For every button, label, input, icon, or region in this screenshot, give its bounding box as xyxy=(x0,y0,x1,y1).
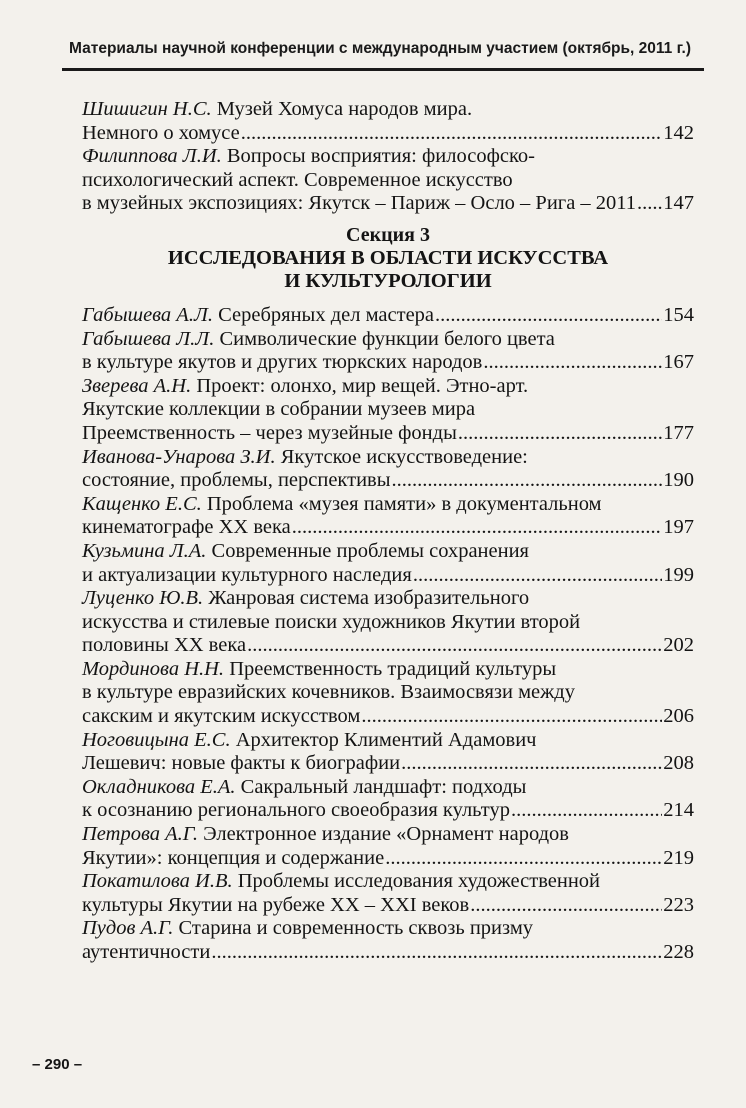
toc-entry-line xyxy=(82,847,694,871)
toc-author: Шишигин Н.С. xyxy=(82,98,212,120)
toc-entry xyxy=(82,658,694,729)
toc-entry-line xyxy=(82,375,694,399)
header-rule xyxy=(62,68,704,71)
toc-author: Покатилова И.В. xyxy=(82,870,233,893)
running-header: Материалы научной конференции с международным участием (октябрь, 2011 г.) xyxy=(69,40,691,57)
dot-leader xyxy=(637,192,662,216)
toc-entry-line xyxy=(82,634,694,658)
toc-author: Окладникова Е.А. xyxy=(82,775,236,798)
toc-title-text: кинематографе XX века xyxy=(82,516,291,539)
dot-leader xyxy=(483,351,662,375)
toc-entry-line xyxy=(82,122,694,146)
toc-entry xyxy=(82,729,694,776)
toc-title-text: сакским и якутским искусством xyxy=(82,705,361,728)
toc-entry-line xyxy=(82,304,694,328)
toc-page-number: 202 xyxy=(663,634,694,657)
toc-entry-line xyxy=(82,917,694,941)
toc-page-number: 208 xyxy=(663,752,694,775)
toc-entry-line xyxy=(82,145,694,169)
toc-title-text: в культуре евразийских кочевников. Взаимосвязи между xyxy=(82,681,575,704)
toc-title-text: Немного о хомусе xyxy=(82,121,240,144)
toc-entry-line xyxy=(82,516,694,540)
toc-entry-line xyxy=(82,941,694,965)
toc-author: Мординова Н.Н. xyxy=(82,657,225,680)
section-number: Секция 3 xyxy=(346,223,430,246)
toc-entry-line xyxy=(82,705,694,729)
toc-title-text: в музейных экспозициях: Якутск – Париж – Осло – Рига – 2011 xyxy=(82,192,637,215)
toc-page-number: 190 xyxy=(663,469,694,492)
toc-title-text: Якутии»: концепция и содержание xyxy=(82,846,385,869)
toc-entry xyxy=(82,540,694,587)
toc-author: Кащенко Е.С. xyxy=(82,492,202,515)
dot-leader xyxy=(470,894,662,918)
toc-entry xyxy=(82,823,694,870)
dot-leader xyxy=(361,705,662,729)
dot-leader xyxy=(511,799,662,823)
toc-title-text: психологический аспект. Современное искусство xyxy=(82,168,513,191)
toc-entry-line xyxy=(82,469,694,493)
toc-title-text: Музей Хомуса народов мира. xyxy=(216,98,473,120)
toc-title-text: Лешевич: новые факты к биографии xyxy=(82,752,401,775)
dot-leader xyxy=(401,752,662,776)
toc-entry-line xyxy=(82,870,694,894)
toc-title-text: и актуализации культурного наследия xyxy=(82,563,412,586)
toc-entry-line xyxy=(82,328,694,352)
toc-title-text: Серебряных дел мастера xyxy=(218,303,435,326)
toc-entry-line xyxy=(82,587,694,611)
toc-title-text: половины XX века xyxy=(82,634,247,657)
toc-page-number: 177 xyxy=(663,421,694,444)
toc-entry xyxy=(82,870,694,917)
toc-entry-line xyxy=(82,799,694,823)
toc-entry xyxy=(82,493,694,540)
toc-author: Габышева Л.Л. xyxy=(82,327,215,350)
toc-title-text: Проект: олонхо, мир вещей. Этно-арт. xyxy=(196,374,529,397)
toc-author: Кузьмина Л.А. xyxy=(82,539,207,562)
toc-page-number: 147 xyxy=(663,192,694,215)
toc-entry-line xyxy=(82,611,694,635)
toc-entry-line xyxy=(82,752,694,776)
toc-title-text: Жанровая система изобразительного xyxy=(208,587,530,610)
toc-entry-line xyxy=(82,493,694,517)
toc-entry-line xyxy=(82,658,694,682)
toc-title-text: Сакральный ландшафт: подходы xyxy=(240,775,527,798)
toc-title-text: Преемственность традиций культуры xyxy=(229,657,557,680)
toc-entry xyxy=(82,776,694,823)
toc-author: Пудов А.Г. xyxy=(82,917,174,940)
toc-entry-line xyxy=(82,398,694,422)
toc-entry-line xyxy=(82,169,694,193)
toc-title-text: Проблема «музея памяти» в документальном xyxy=(206,492,602,515)
toc-author: Зверева А.Н. xyxy=(82,374,192,397)
toc-title-text: в культуре якутов и других тюркских народов xyxy=(82,351,483,374)
toc-title-text: культуры Якутии на рубеже XX – XXI веков xyxy=(82,893,470,916)
toc-author: Габышева А.Л. xyxy=(82,303,213,326)
dot-leader xyxy=(292,516,663,540)
toc-page-number: 223 xyxy=(663,893,694,916)
section-title-line: И КУЛЬТУРОЛОГИИ xyxy=(284,269,492,292)
dot-leader xyxy=(435,304,662,328)
toc-entry xyxy=(82,446,694,493)
toc-title-text: Архитектор Климентий Адамович xyxy=(235,728,537,751)
toc-entry-line xyxy=(82,564,694,588)
section-heading xyxy=(82,223,694,293)
dot-leader xyxy=(385,847,662,871)
toc-list-before-section xyxy=(82,98,694,216)
toc-page-number: 219 xyxy=(663,846,694,869)
toc-title-text: искусства и стилевые поиски художников Якутии второй xyxy=(82,610,581,633)
toc-page-number: 214 xyxy=(663,799,694,822)
toc-entry-line xyxy=(82,422,694,446)
toc-author: Ноговицына Е.С. xyxy=(82,728,231,751)
toc-entry xyxy=(82,304,694,328)
toc-entry xyxy=(82,98,694,145)
toc-page-number: 199 xyxy=(663,563,694,586)
dot-leader xyxy=(458,422,662,446)
toc-page-number: 154 xyxy=(663,303,694,326)
toc-title-text: Старина и современность сквозь призму xyxy=(178,917,534,940)
table-of-contents xyxy=(82,98,694,965)
toc-entry-line xyxy=(82,894,694,918)
toc-title-text: Символические функции белого цвета xyxy=(219,327,555,350)
toc-title-text: аутентичности xyxy=(82,941,211,963)
dot-leader xyxy=(247,634,662,658)
toc-page-number: 206 xyxy=(663,705,694,728)
toc-entry xyxy=(82,375,694,446)
dot-leader xyxy=(392,469,663,493)
toc-entry xyxy=(82,145,694,216)
toc-title-text: состояние, проблемы, перспективы xyxy=(82,469,391,492)
toc-title-text: Электронное издание «Орнамент народов xyxy=(203,823,569,846)
toc-title-text: к осознанию регионального своеобразия культур xyxy=(82,799,510,822)
toc-author: Петрова А.Г. xyxy=(82,823,198,846)
toc-entry-line xyxy=(82,776,694,800)
toc-entry xyxy=(82,587,694,658)
toc-entry-line xyxy=(82,192,694,216)
toc-page-number: 228 xyxy=(663,941,694,963)
toc-author: Филиппова Л.И. xyxy=(82,145,222,168)
toc-entry-line xyxy=(82,351,694,375)
toc-title-text: Проблемы исследования художественной xyxy=(237,870,601,893)
toc-title-text: Якутское искусствоведение: xyxy=(280,445,528,468)
page-number: – 290 – xyxy=(32,1056,83,1073)
toc-title-text: Преемственность – через музейные фонды xyxy=(82,421,457,444)
toc-title-text: Вопросы восприятия: философско- xyxy=(226,145,535,168)
toc-page-number: 142 xyxy=(663,121,694,144)
dot-leader xyxy=(413,564,662,588)
dot-leader xyxy=(211,941,662,965)
toc-author: Иванова-Унарова З.И. xyxy=(82,445,276,468)
toc-entry-line xyxy=(82,823,694,847)
toc-entry-line xyxy=(82,681,694,705)
toc-list-section xyxy=(82,304,694,965)
toc-author: Луценко Ю.В. xyxy=(82,587,204,610)
toc-page-number: 197 xyxy=(663,516,694,539)
section-title-line: ИССЛЕДОВАНИЯ В ОБЛАСТИ ИСКУССТВА xyxy=(167,246,609,269)
toc-entry-line xyxy=(82,98,694,122)
dot-leader xyxy=(241,122,663,146)
toc-page-number: 167 xyxy=(663,351,694,374)
toc-entry-line xyxy=(82,446,694,470)
toc-entry-line xyxy=(82,729,694,753)
toc-entry-line xyxy=(82,540,694,564)
toc-entry xyxy=(82,917,694,964)
toc-entry xyxy=(82,328,694,375)
toc-title-text: Якутские коллекции в собрании музеев мира xyxy=(82,398,476,421)
toc-title-text: Современные проблемы сохранения xyxy=(211,539,529,562)
